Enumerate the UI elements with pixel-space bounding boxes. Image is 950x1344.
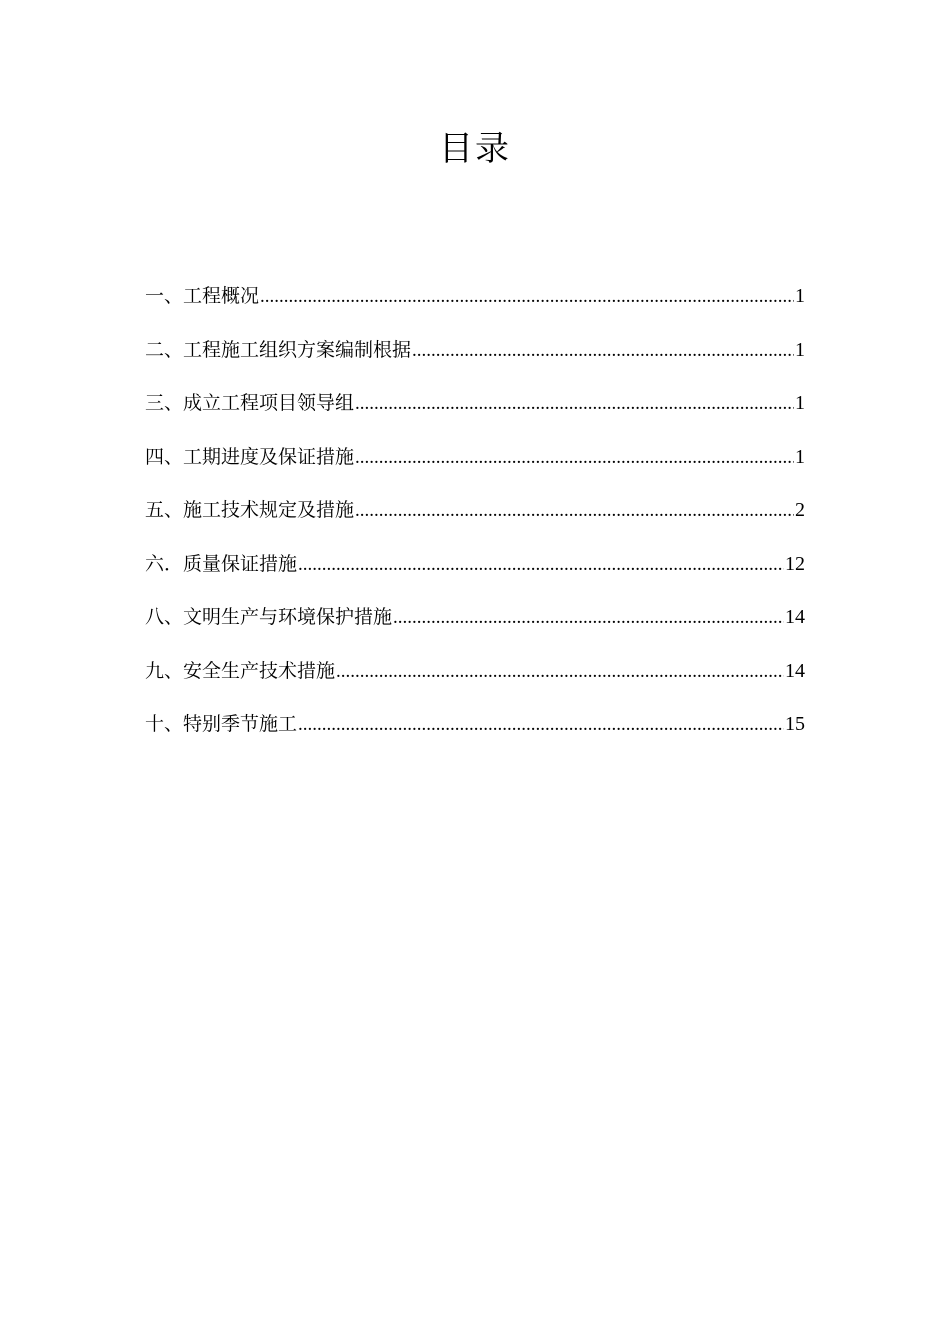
toc-entry-page-number: 12 (785, 552, 805, 575)
toc-entry-page-number: 2 (795, 499, 805, 521)
toc-entry-label: 二、工程施工组织方案编制根据 (145, 338, 412, 361)
toc-entry-label: 五、施工技术规定及措施 (145, 499, 355, 521)
toc-entry-page-number: 14 (785, 659, 805, 682)
toc-entry-label: 三、成立工程项目领导组 (145, 392, 355, 414)
toc-entry-page-number: 1 (795, 445, 805, 468)
toc-entry-label: 一、工程概况 (145, 285, 260, 307)
toc-entry[interactable] (145, 657, 805, 711)
toc-entry[interactable] (145, 443, 805, 497)
toc-entry[interactable] (145, 496, 805, 550)
toc-entry[interactable] (145, 336, 805, 390)
toc-dot-leader (355, 390, 794, 418)
toc-dot-leader (298, 711, 784, 739)
toc-dot-leader (355, 497, 794, 525)
table-of-contents (145, 282, 805, 764)
toc-entry[interactable] (145, 603, 805, 657)
toc-entry-label: 六．质量保证措施 (145, 552, 298, 575)
toc-entry-page-number: 1 (795, 392, 805, 414)
toc-dot-leader (412, 337, 794, 365)
toc-dot-leader (260, 283, 794, 311)
toc-entry[interactable] (145, 389, 805, 443)
toc-dot-leader (298, 551, 784, 579)
toc-dot-leader (355, 444, 794, 472)
toc-entry-label: 九、安全生产技术措施 (145, 659, 336, 682)
toc-entry-page-number: 1 (795, 338, 805, 361)
toc-entry[interactable] (145, 710, 805, 764)
toc-entry[interactable] (145, 282, 805, 336)
toc-dot-leader (393, 604, 784, 632)
toc-entry-label: 四、工期进度及保证措施 (145, 445, 355, 468)
toc-entry-label: 十、特别季节施工 (145, 713, 298, 735)
toc-entry-label: 八、文明生产与环境保护措施 (145, 606, 393, 628)
toc-entry-page-number: 1 (795, 285, 805, 307)
toc-entry-page-number: 14 (785, 606, 805, 628)
toc-entry-page-number: 15 (785, 713, 805, 735)
page-title: 目录 (439, 129, 511, 169)
toc-dot-leader (336, 658, 784, 686)
toc-entry[interactable] (145, 550, 805, 604)
